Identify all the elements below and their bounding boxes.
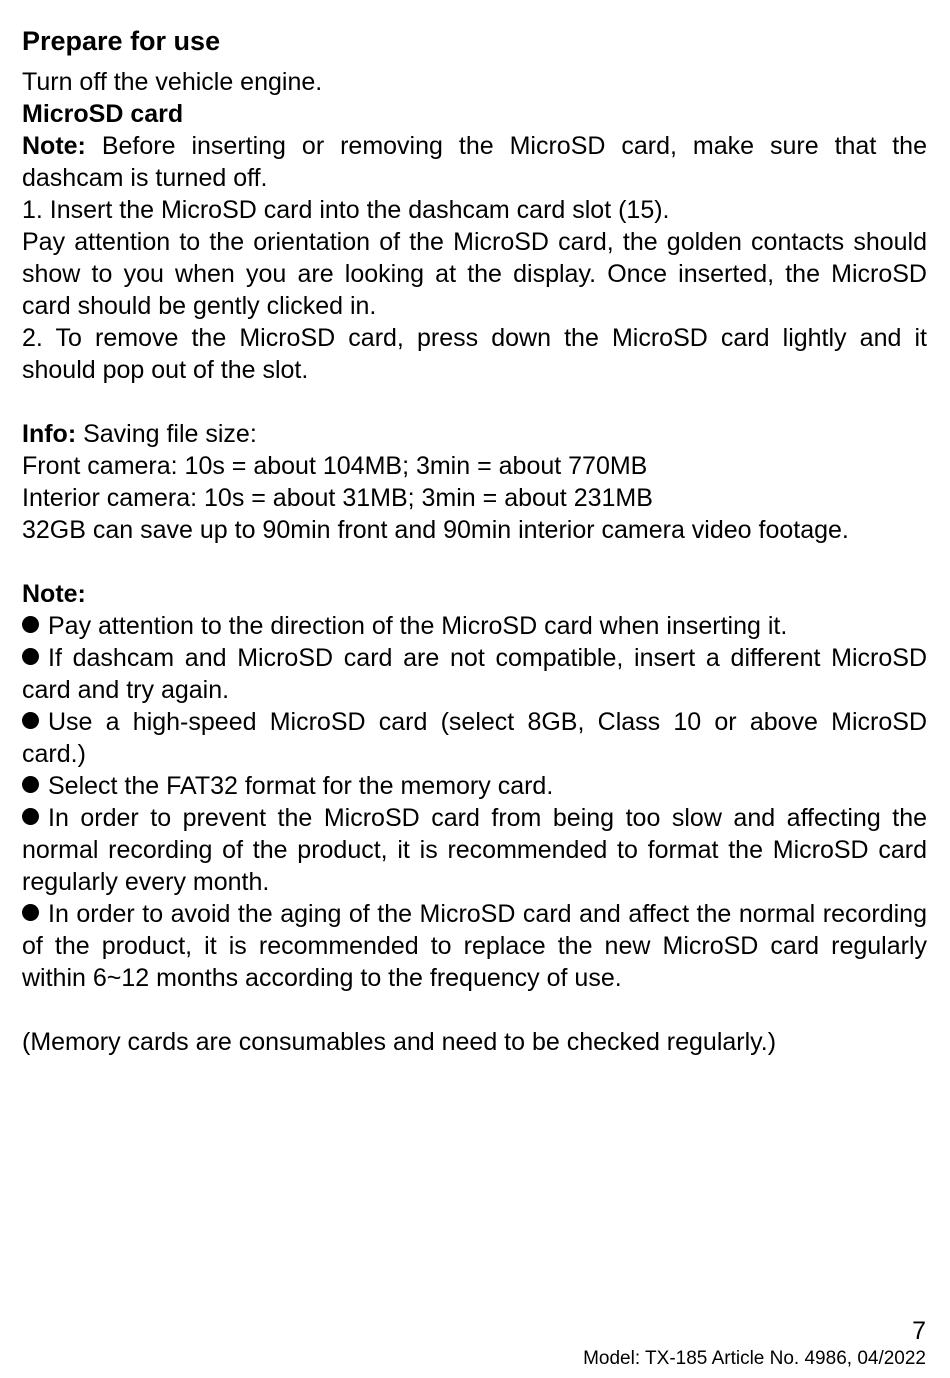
list-item: If dashcam and MicroSD card are not compatible, insert a different MicroSD card and try again. <box>22 644 927 704</box>
footer-model-info: Model: TX-185 Article No. 4986, 04/2022 <box>583 1348 926 1369</box>
page-heading: Prepare for use <box>22 26 221 56</box>
document-page <box>22 22 927 1058</box>
step-1-detail: Pay attention to the orientation of the MicroSD card, the golden contacts should show to you when you are looking at the display. Once inserted, the MicroSD card should be gently clicked in. <box>22 228 927 320</box>
capacity-text: 32GB can save up to 90min front and 90min interior camera video footage. <box>22 516 849 544</box>
closing-text: (Memory cards are consumables and need to be checked regularly.) <box>22 1028 777 1056</box>
step-2: 2. To remove the MicroSD card, press down the MicroSD card lightly and it should pop out of the slot. <box>22 324 927 384</box>
notes-list <box>22 610 927 994</box>
step-1: 1. Insert the MicroSD card into the dashcam card slot (15). <box>22 196 670 224</box>
list-item: Select the FAT32 format for the memory card. <box>22 770 927 802</box>
page-number: 7 <box>912 1317 926 1345</box>
note-label: Note: <box>22 132 86 160</box>
interior-camera-size: Interior camera: 10s = about 31MB; 3min = about 231MB <box>22 484 653 512</box>
info-line <box>22 418 927 450</box>
front-camera-size: Front camera: 10s = about 104MB; 3min = about 770MB <box>22 452 648 480</box>
bullet-icon <box>22 904 39 921</box>
bullet-icon <box>22 776 39 793</box>
note-text: Before inserting or removing the MicroSD card, make sure that the dashcam is turned off. <box>22 132 927 192</box>
microsd-note <box>22 130 927 194</box>
bullet-icon <box>22 648 39 665</box>
list-item: In order to prevent the MicroSD card from being too slow and affecting the normal recording of the product, it is recommended to format the MicroSD card regularly every month. <box>22 804 927 896</box>
info-label: Info: <box>22 420 77 448</box>
list-item: In order to avoid the aging of the MicroSD card and affect the normal recording of the product, it is recommended to replace the new MicroSD card regularly within 6~12 months according to the frequency of use. <box>22 900 927 992</box>
microsd-subheading: MicroSD card <box>22 100 184 128</box>
list-item: Pay attention to the direction of the MicroSD card when inserting it. <box>22 610 927 642</box>
bullet-icon <box>22 712 39 729</box>
notes-label: Note: <box>22 580 86 608</box>
intro-text: Turn off the vehicle engine. <box>22 68 323 96</box>
list-item: Use a high-speed MicroSD card (select 8GB, Class 10 or above MicroSD card.) <box>22 708 927 768</box>
bullet-icon <box>22 616 39 633</box>
info-text: Saving file size: <box>76 420 257 448</box>
bullet-icon <box>22 808 39 825</box>
